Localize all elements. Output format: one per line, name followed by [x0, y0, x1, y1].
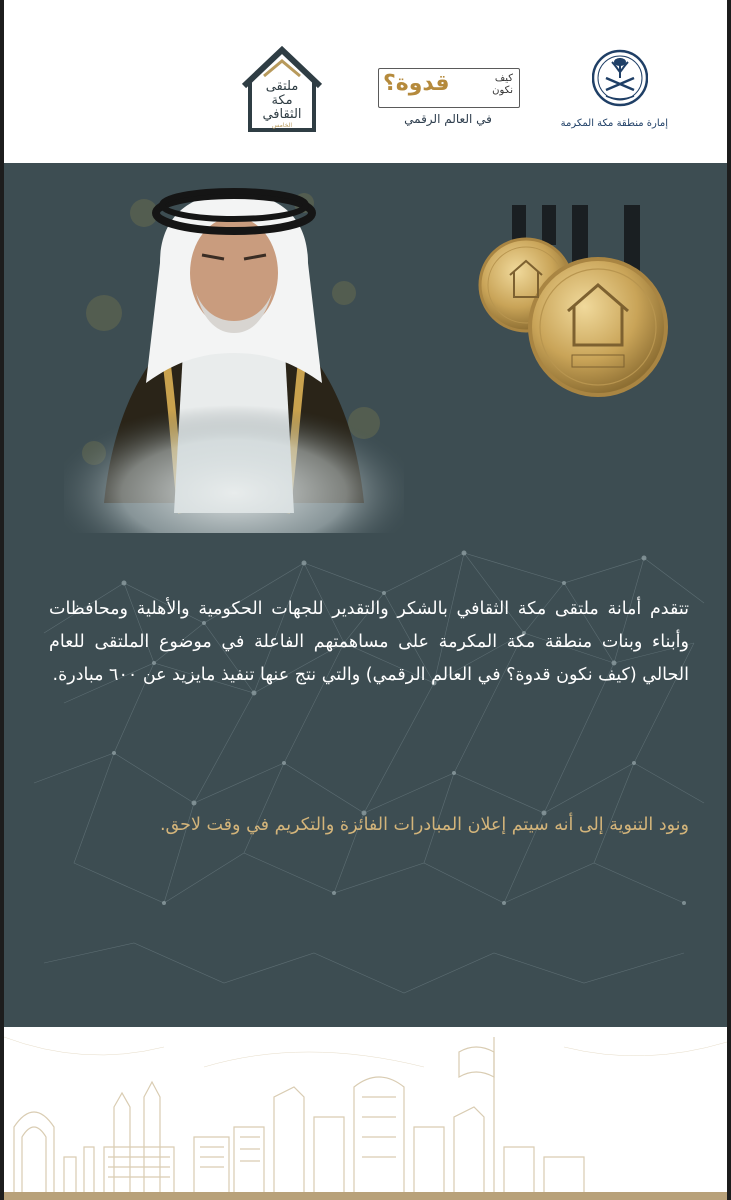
main-panel — [4, 163, 727, 1027]
portrait-illustration — [64, 173, 404, 533]
saudi-emblem-icon — [592, 48, 648, 108]
qudwa-main-word: قدوة؟ — [383, 71, 450, 96]
house-logo-icon — [240, 46, 324, 134]
announcement-paragraph: ونود التنوية إلى أنه سيتم إعلان المبادرات الفائزة والتكريم في وقت لاحق. — [159, 815, 689, 835]
emirate-logo — [560, 48, 668, 140]
right-border — [727, 0, 731, 1200]
emirate-name-label: إمارة منطقة مكة المكرمة — [560, 118, 668, 129]
mulutaqa-makkah-logo — [240, 46, 324, 134]
mulutaqa-edition: الخامس — [271, 122, 293, 129]
mulutaqa-line2: مكة — [271, 93, 293, 108]
mulutaqa-line1: ملتقى — [265, 79, 299, 94]
qudwa-small-text: كيف نكون — [492, 73, 513, 96]
qudwa-subtitle: في العالم الرقمي — [404, 112, 492, 126]
qudwa-logo-frame — [378, 68, 520, 108]
footer-gold-bar — [4, 1192, 727, 1200]
mulutaqa-line3: الثقافي — [262, 107, 302, 122]
header — [4, 0, 727, 163]
gold-medals-illustration — [474, 205, 684, 405]
thank-you-paragraph: تتقدم أمانة ملتقى مكة الثقافي بالشكر والتقدير للجهات الحكومية والأهلية ومحافظات وأبناء وبنات منطقة مكة المكرمة على مساهمتهم الفاعلة في موضوع الملتقى للعام الحالي (كيف نكون قدوة؟ في العالم الرقمي) والتي نتج عنها تنفيذ مايزيد عن ٦٠٠ مبادرة. — [49, 599, 689, 685]
footer-skyline — [4, 1027, 727, 1200]
makkah-skyline-illustration — [4, 1027, 727, 1200]
qudwa-logo — [378, 68, 520, 130]
